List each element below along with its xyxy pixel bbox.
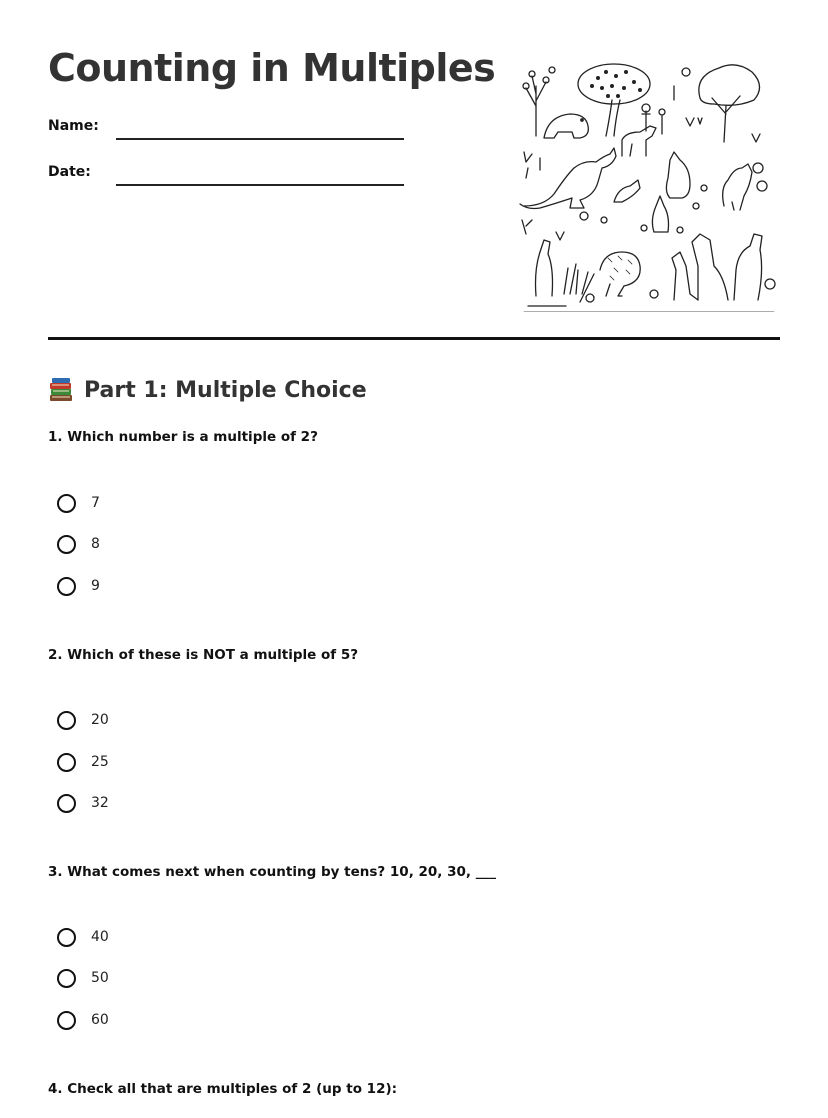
radio-button[interactable] — [57, 494, 76, 513]
q3-option-1[interactable] — [57, 924, 109, 950]
question-1: 1. Which number is a multiple of 2? — [48, 429, 318, 445]
option-label: 8 — [91, 536, 100, 552]
q1-option-2[interactable] — [57, 531, 100, 557]
option-label: 40 — [91, 929, 109, 945]
option-label: 20 — [91, 712, 109, 728]
books-icon — [48, 377, 74, 403]
radio-button[interactable] — [57, 928, 76, 947]
section-title: Part 1: Multiple Choice — [84, 377, 367, 403]
radio-button[interactable] — [57, 753, 76, 772]
name-label: Name: — [48, 118, 99, 134]
radio-button[interactable] — [57, 969, 76, 988]
page-title: Counting in Multiples — [48, 46, 496, 90]
option-label: 25 — [91, 754, 109, 770]
name-field[interactable] — [48, 116, 408, 146]
section-part1-heading — [48, 374, 367, 406]
date-label: Date: — [48, 164, 91, 180]
option-label: 32 — [91, 795, 109, 811]
q1-option-3[interactable] — [57, 573, 100, 599]
q2-option-2[interactable] — [57, 749, 109, 775]
q2-option-3[interactable] — [57, 790, 109, 816]
q2-option-1[interactable] — [57, 707, 109, 733]
radio-button[interactable] — [57, 535, 76, 554]
date-field[interactable] — [48, 162, 408, 192]
date-input-line[interactable] — [116, 184, 404, 186]
option-label: 60 — [91, 1012, 109, 1028]
name-input-line[interactable] — [116, 138, 404, 140]
option-label: 9 — [91, 578, 100, 594]
question-3: 3. What comes next when counting by tens? 10, 20, 30, ___ — [48, 864, 496, 880]
option-label: 7 — [91, 495, 100, 511]
question-2: 2. Which of these is NOT a multiple of 5? — [48, 647, 359, 663]
australian-animals-illustration — [514, 56, 778, 312]
q1-option-1[interactable] — [57, 490, 100, 516]
header-divider — [48, 337, 780, 340]
question-4: 4. Check all that are multiples of 2 (up to 12): — [48, 1081, 398, 1097]
q3-option-2[interactable] — [57, 965, 109, 991]
q3-option-3[interactable] — [57, 1007, 109, 1033]
radio-button[interactable] — [57, 794, 76, 813]
radio-button[interactable] — [57, 577, 76, 596]
option-label: 50 — [91, 970, 109, 986]
radio-button[interactable] — [57, 711, 76, 730]
radio-button[interactable] — [57, 1011, 76, 1030]
